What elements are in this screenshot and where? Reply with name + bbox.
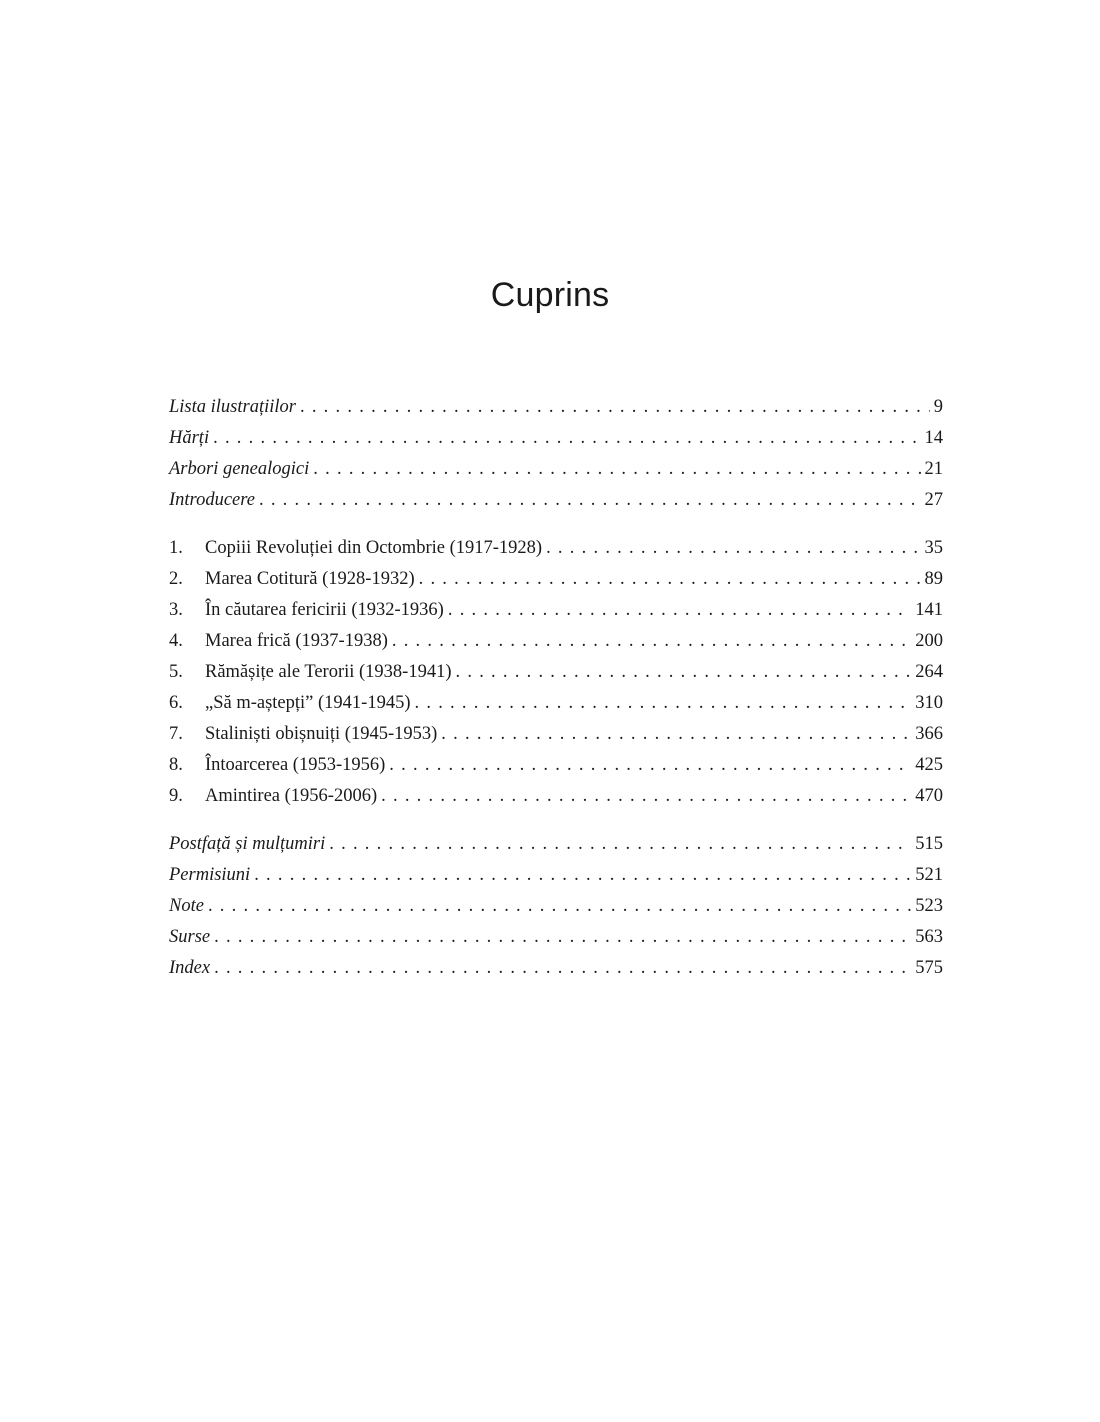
chapter-number: 1. [169, 538, 183, 558]
chapter-number: 5. [169, 662, 183, 682]
chapter-number: 4. [169, 631, 183, 651]
toc-entry-title: Întoarcerea (1953-1956) [205, 755, 386, 775]
chapter-number: 7. [169, 724, 183, 744]
toc-entry-chapter-2 [169, 564, 943, 595]
toc-entry-page: 310 [915, 693, 943, 713]
toc-entry-page: 264 [915, 662, 943, 682]
toc-entry-page: 14 [924, 428, 943, 448]
toc-entry-page: 425 [915, 755, 943, 775]
toc-entry-page: 515 [915, 834, 943, 854]
toc-entry-title: Index [169, 958, 211, 978]
toc-entry-title: În căutarea fericirii (1932-1936) [205, 600, 444, 620]
dot-leader [415, 688, 912, 719]
dot-leader [254, 860, 911, 891]
toc-entry-page: 9 [933, 397, 943, 417]
toc-entry-title: Arbori genealogici [169, 459, 310, 479]
toc-entry-chapter-7 [169, 719, 943, 750]
toc-entry-page: 523 [915, 896, 943, 916]
toc-entry-title: Amintirea (1956-2006) [205, 786, 378, 806]
toc-entry-lista-ilustratiilor [169, 392, 943, 423]
toc-entry-page: 200 [915, 631, 943, 651]
table-of-contents [169, 392, 943, 984]
dot-leader [456, 657, 912, 688]
toc-entry-page: 141 [915, 600, 943, 620]
dot-leader [213, 423, 920, 454]
toc-entry-chapter-1 [169, 533, 943, 564]
toc-entry-title: Marea frică (1937-1938) [205, 631, 388, 651]
back-matter-list [169, 829, 943, 984]
toc-entry-index [169, 953, 943, 984]
toc-entry-page: 470 [915, 786, 943, 806]
chapter-number: 3. [169, 600, 183, 620]
dot-leader [300, 392, 930, 423]
toc-entry-arbori-genealogici [169, 454, 943, 485]
toc-entry-chapter-4 [169, 626, 943, 657]
toc-entry-page: 89 [924, 569, 943, 589]
toc-entry-permisiuni [169, 860, 943, 891]
toc-entry-page: 27 [924, 490, 943, 510]
toc-entry-page: 366 [915, 724, 943, 744]
dot-leader [392, 626, 911, 657]
chapter-number: 6. [169, 693, 183, 713]
toc-entry-title: Lista ilustrațiilor [169, 397, 296, 417]
dot-leader [214, 922, 911, 953]
toc-entry-harti [169, 423, 943, 454]
dot-leader [214, 953, 911, 984]
toc-entry-title: Marea Cotitură (1928-1932) [205, 569, 415, 589]
dot-leader [546, 533, 920, 564]
toc-entry-chapter-5 [169, 657, 943, 688]
toc-entry-title: Introducere [169, 490, 255, 510]
toc-entry-page: 35 [924, 538, 943, 558]
dot-leader [329, 829, 911, 860]
toc-entry-title: Permisiuni [169, 865, 251, 885]
dot-leader [389, 750, 911, 781]
toc-entry-title: Copiii Revoluției din Octombrie (1917-1928) [205, 538, 543, 558]
toc-entry-introducere [169, 485, 943, 516]
toc-entry-chapter-9 [169, 781, 943, 812]
toc-entry-title: Note [169, 896, 204, 916]
toc-entry-chapter-6 [169, 688, 943, 719]
toc-entry-title: Postfață și mulțumiri [169, 834, 326, 854]
toc-entry-title: Staliniști obișnuiți (1945-1953) [205, 724, 438, 744]
toc-entry-page: 563 [915, 927, 943, 947]
chapter-number: 2. [169, 569, 183, 589]
dot-leader [259, 485, 921, 516]
dot-leader [313, 454, 920, 485]
toc-entry-surse [169, 922, 943, 953]
toc-entry-title: Rămășițe ale Terorii (1938-1941) [205, 662, 452, 682]
dot-leader [381, 781, 911, 812]
toc-entry-title: Surse [169, 927, 211, 947]
page-title: Cuprins [490, 276, 610, 314]
toc-entry-page: 521 [915, 865, 943, 885]
toc-entry-note [169, 891, 943, 922]
dot-leader [419, 564, 921, 595]
toc-entry-chapter-8 [169, 750, 943, 781]
toc-entry-chapter-3 [169, 595, 943, 626]
dot-leader [448, 595, 911, 626]
toc-entry-title: „Să m-aștepți” (1941-1945) [205, 693, 411, 713]
toc-entry-title: Hărți [169, 428, 210, 448]
chapter-number: 9. [169, 786, 183, 806]
toc-entry-page: 21 [924, 459, 943, 479]
toc-entry-page: 575 [915, 958, 943, 978]
toc-entry-postfata [169, 829, 943, 860]
chapters-list [169, 533, 943, 812]
chapter-number: 8. [169, 755, 183, 775]
dot-leader [441, 719, 911, 750]
front-matter-list [169, 392, 943, 516]
dot-leader [208, 891, 911, 922]
